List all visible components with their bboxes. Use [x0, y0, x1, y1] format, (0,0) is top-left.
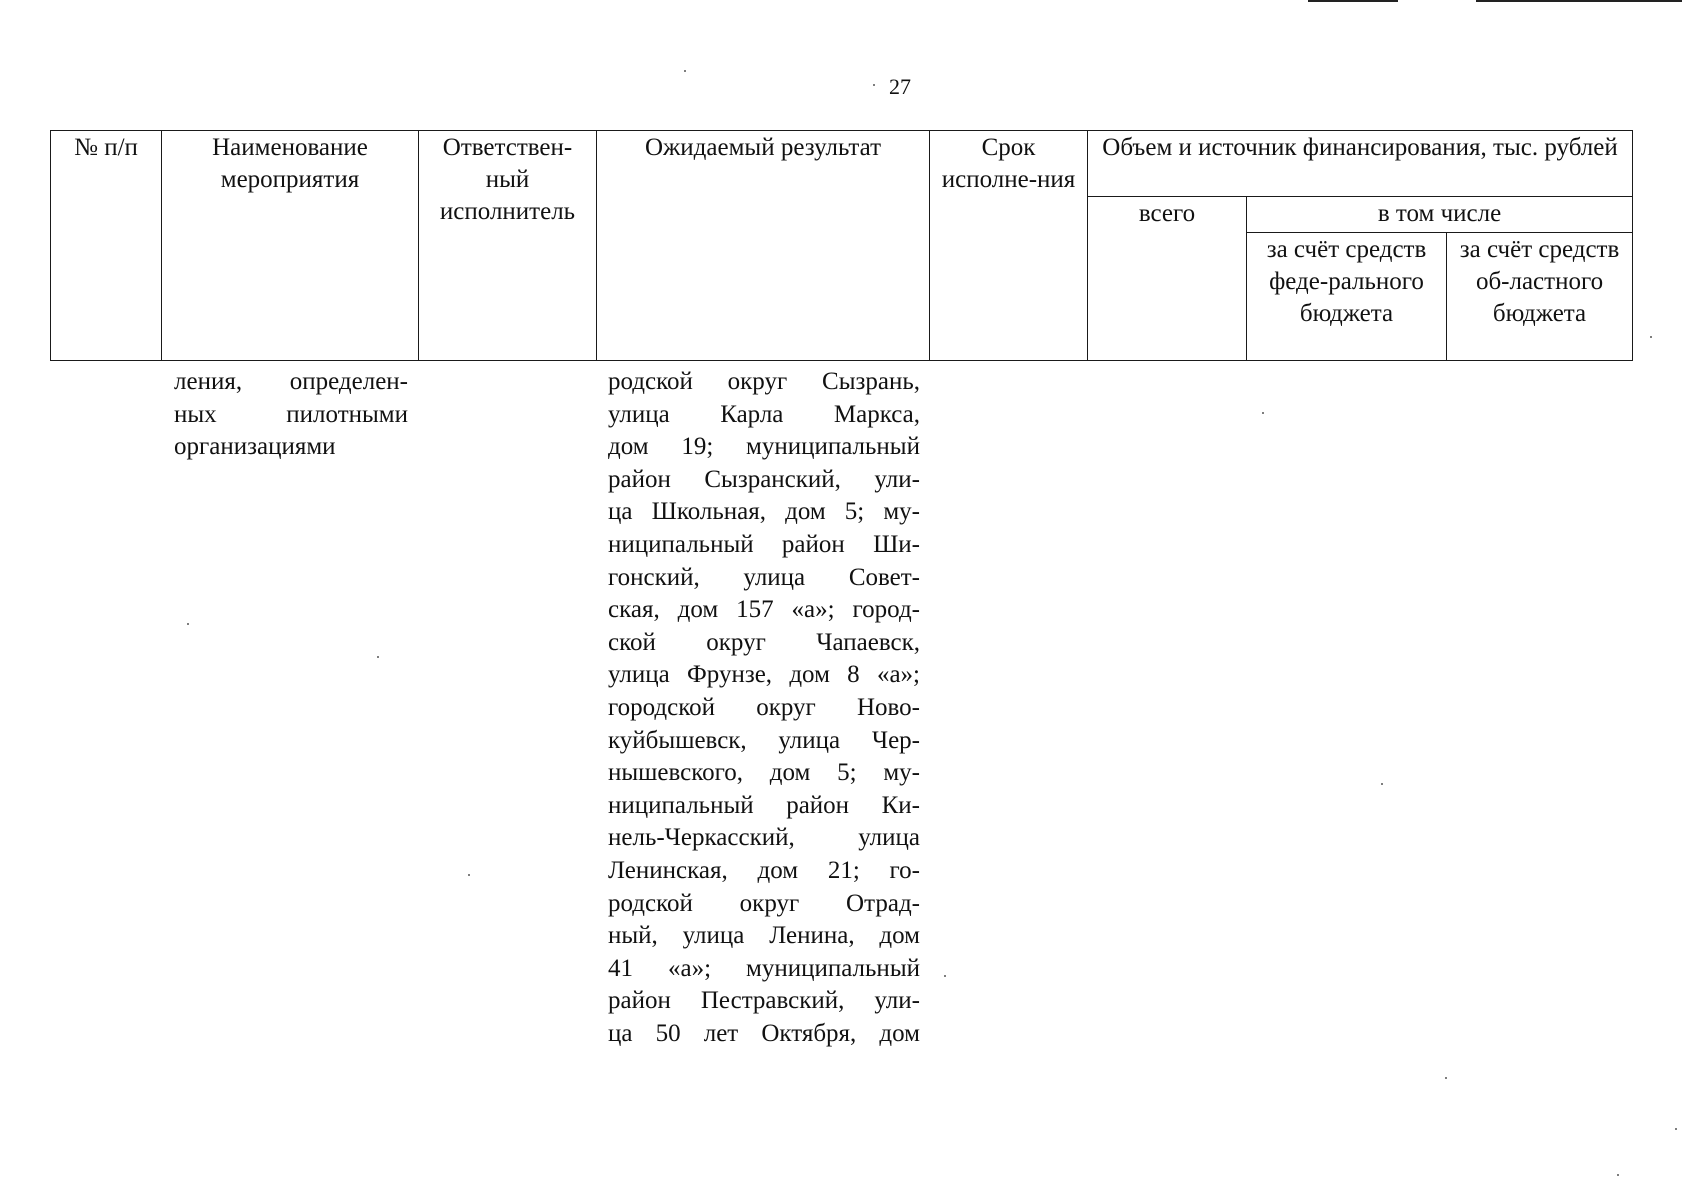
- text-line: организациями: [174, 433, 336, 461]
- text-line: ный, улица Ленина, дом: [608, 922, 920, 950]
- scan-speck: [377, 656, 379, 658]
- header-responsible: Ответствен-ный исполнитель: [419, 131, 597, 361]
- scan-speck: [1262, 412, 1264, 414]
- header-event-name: Наименование мероприятия: [162, 131, 419, 361]
- header-funding: Объем и источник финансирования, тыс. рублей: [1088, 131, 1633, 197]
- header-number: № п/п: [51, 131, 162, 361]
- text-line: ца 50 лет Октября, дом: [608, 1019, 920, 1047]
- scan-speck: [944, 975, 946, 977]
- event-name-continuation: [174, 366, 408, 464]
- header-federal-budget: за счёт средств феде-рального бюджета: [1247, 233, 1447, 361]
- text-line: дом 19; муниципальный: [608, 433, 920, 461]
- text-line: ская, дом 157 «а»; город-: [608, 596, 920, 624]
- scan-speck: [1381, 783, 1383, 785]
- text-line: ниципальный район Ши-: [608, 530, 920, 558]
- scan-speck: [1675, 1128, 1677, 1130]
- expected-result-continuation: [608, 366, 920, 1050]
- top-edge-line: [1476, 0, 1682, 2]
- table-header: [50, 130, 1633, 361]
- text-line: ца Школьная, дом 5; му-: [608, 498, 920, 526]
- text-line: улица Фрунзе, дом 8 «а»;: [608, 661, 920, 689]
- scan-speck: [1650, 336, 1652, 338]
- text-line: гонский, улица Совет-: [608, 563, 920, 591]
- text-line: нышевского, дом 5; му-: [608, 759, 920, 787]
- text-line: район Сызранский, ули-: [608, 465, 920, 493]
- scan-speck: [1445, 1077, 1447, 1079]
- scan-speck: [468, 874, 470, 876]
- text-line: ления, определен-: [174, 368, 408, 395]
- scan-speck: [1617, 1174, 1619, 1176]
- text-line: ской округ Чапаевск,: [608, 628, 920, 656]
- text-line: ниципальный район Ки-: [608, 791, 920, 819]
- text-line: 41 «а»; муниципальный: [608, 954, 920, 982]
- scan-speck: [684, 70, 686, 72]
- text-line: нель-Черкасский, улица: [608, 824, 920, 852]
- top-edge-line: [1308, 0, 1398, 2]
- header-including: в том числе: [1247, 197, 1633, 233]
- text-line: улица Карла Маркса,: [608, 400, 920, 428]
- header-expected-result: Ожидаемый результат: [597, 131, 930, 361]
- text-line: родской округ Сызрань,: [608, 368, 920, 395]
- text-line: городской округ Ново-: [608, 693, 920, 721]
- header-deadline: Срок исполне-ния: [930, 131, 1088, 361]
- text-line: ных пилотными: [174, 400, 408, 428]
- text-line: родской округ Отрад-: [608, 889, 920, 917]
- header-regional-budget: за счёт средств об-ластного бюджета: [1447, 233, 1633, 361]
- header-total: всего: [1088, 197, 1247, 361]
- text-line: район Пестравский, ули-: [608, 987, 920, 1015]
- page-number: 27: [889, 74, 911, 99]
- text-line: Ленинская, дом 21; го-: [608, 856, 920, 884]
- scan-speck: [873, 84, 875, 86]
- scan-speck: [187, 623, 189, 625]
- text-line: куйбышевск, улица Чер-: [608, 726, 920, 754]
